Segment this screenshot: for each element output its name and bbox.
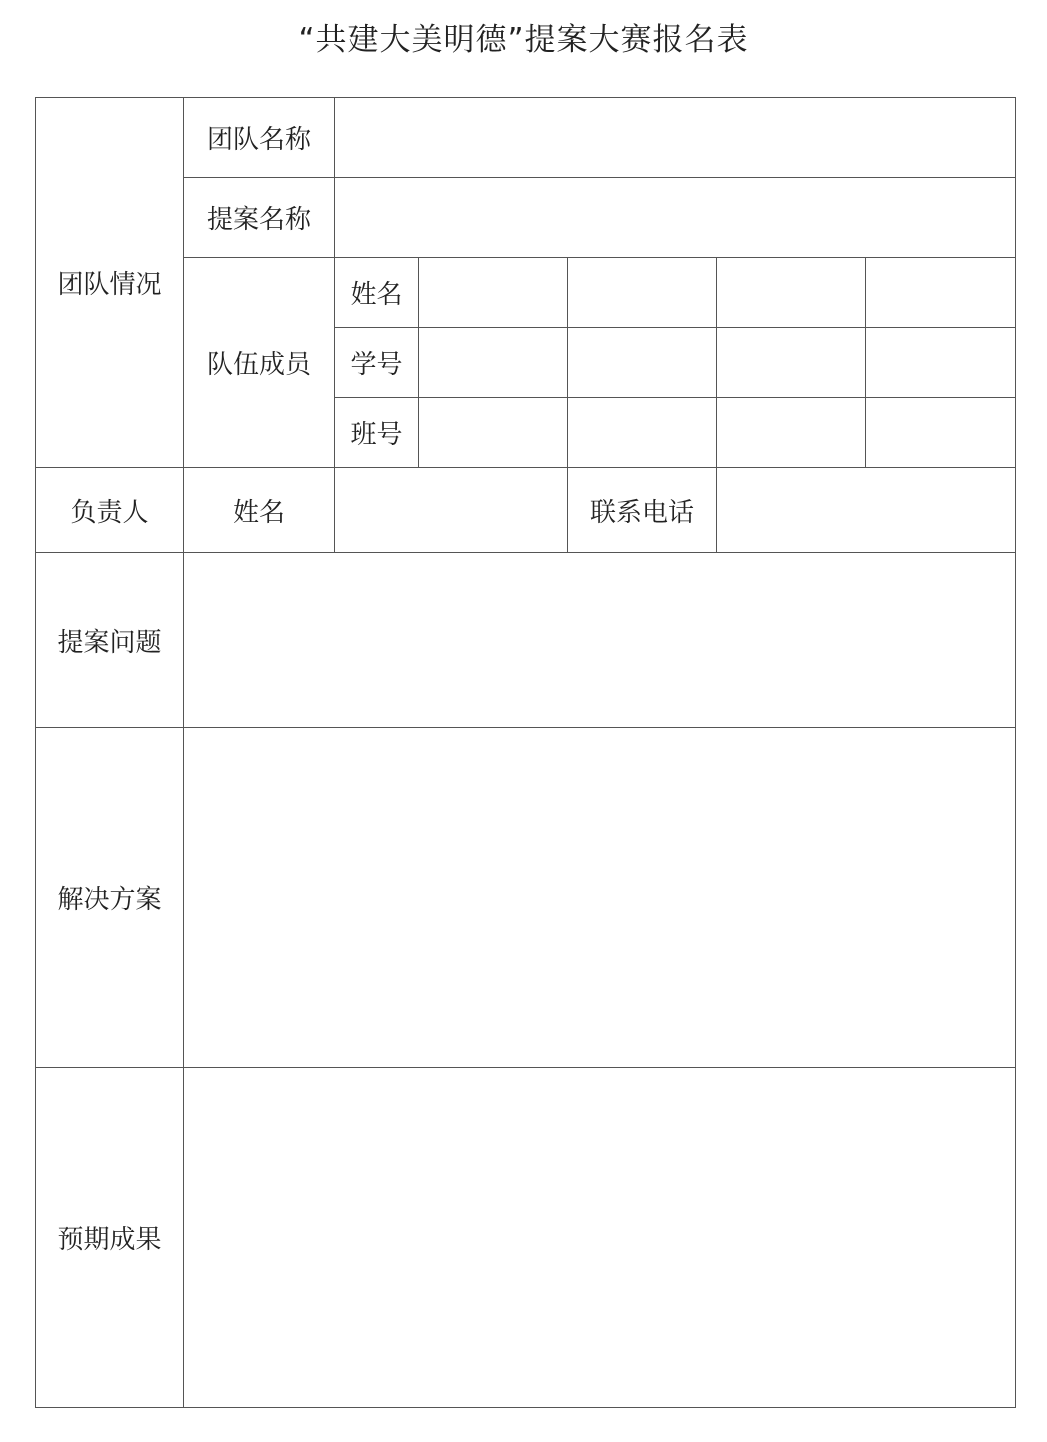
member-student-id-label: 学号 [335, 328, 419, 398]
member-3-student-id-field[interactable] [717, 328, 866, 398]
form-title: “共建大美明德”提案大赛报名表 [298, 22, 749, 58]
member-2-student-id-field[interactable] [568, 328, 717, 398]
proposal-problem-label: 提案问题 [36, 553, 184, 728]
expected-outcome-field[interactable] [184, 1068, 1016, 1408]
member-4-student-id-field[interactable] [866, 328, 1016, 398]
member-3-class-field[interactable] [717, 398, 866, 468]
proposal-name-label: 提案名称 [184, 178, 335, 258]
member-1-class-field[interactable] [419, 398, 568, 468]
member-name-label: 姓名 [335, 258, 419, 328]
leader-label: 负责人 [36, 468, 184, 553]
leader-name-field[interactable] [335, 468, 568, 553]
member-1-name-field[interactable] [419, 258, 568, 328]
expected-outcome-label: 预期成果 [36, 1068, 184, 1408]
member-1-student-id-field[interactable] [419, 328, 568, 398]
proposal-name-field[interactable] [335, 178, 1016, 258]
members-label: 队伍成员 [184, 258, 335, 468]
member-3-name-field[interactable] [717, 258, 866, 328]
member-4-name-field[interactable] [866, 258, 1016, 328]
leader-name-label: 姓名 [184, 468, 335, 553]
solution-label: 解决方案 [36, 728, 184, 1068]
team-section-label: 团队情况 [36, 98, 184, 468]
proposal-problem-field[interactable] [184, 553, 1016, 728]
member-4-class-field[interactable] [866, 398, 1016, 468]
solution-field[interactable] [184, 728, 1016, 1068]
registration-form-table [35, 97, 1016, 1408]
leader-phone-label: 联系电话 [568, 468, 717, 553]
member-2-class-field[interactable] [568, 398, 717, 468]
member-2-name-field[interactable] [568, 258, 717, 328]
member-class-label: 班号 [335, 398, 419, 468]
team-name-field[interactable] [335, 98, 1016, 178]
leader-phone-field[interactable] [717, 468, 1016, 553]
team-name-label: 团队名称 [184, 98, 335, 178]
